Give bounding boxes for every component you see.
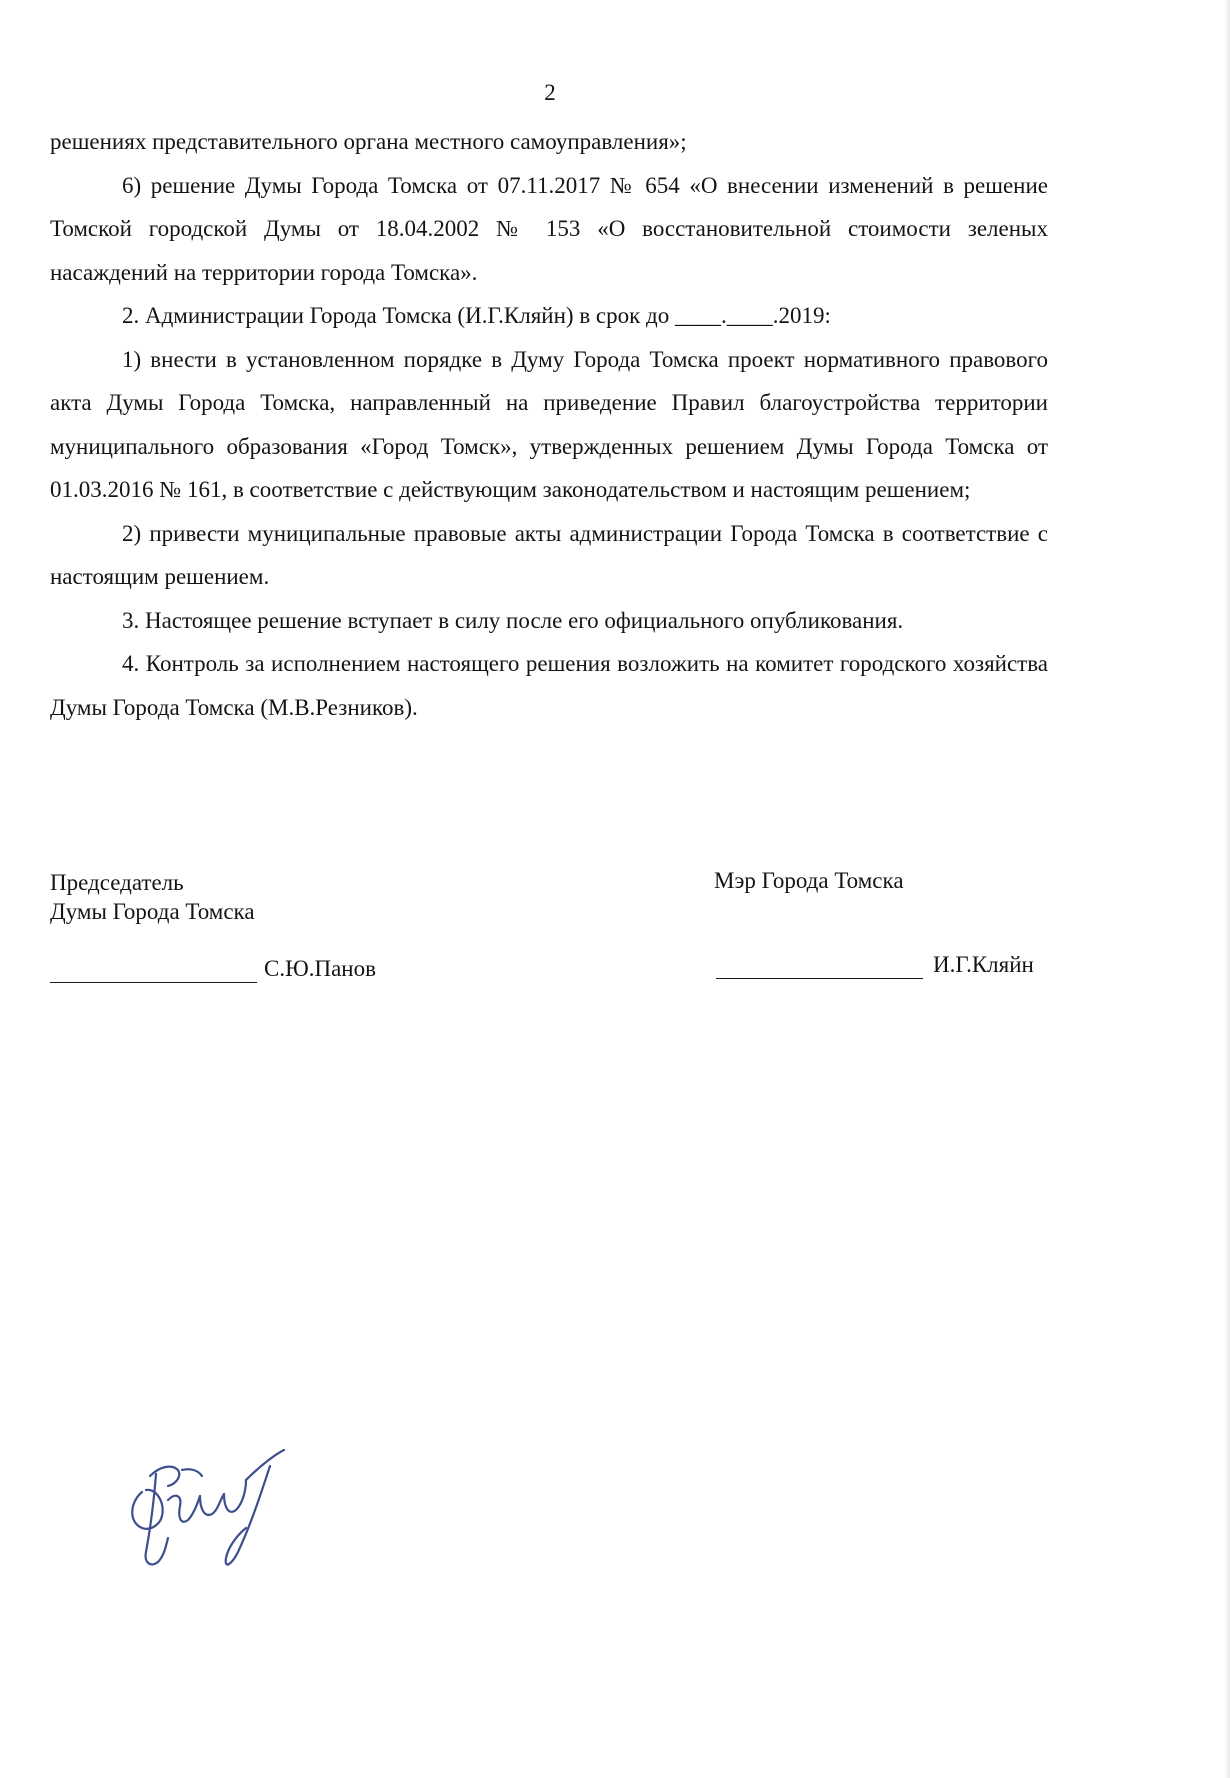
chairman-title-line1: Председатель xyxy=(50,870,184,895)
document-body xyxy=(50,120,1048,729)
page-number: 2 xyxy=(544,80,556,105)
paragraph-subclause-1: 1) внести в установленном порядке в Думу Города Томска проект нормативного правового акта Думы Города Томска, направленный на приведение Правил благоустройства территории муниципального образования «Город Томск», утвержденных решением Думы Города Томска от 01.03.2016 № 161, в соответствие с действующим законодательством и настоящим решением; xyxy=(50,346,1048,502)
paragraph-clause-4: 4. Контроль за исполнением настоящего решения возложить на комитет городского хозяйства Думы Города Томска (М.В.Резников). xyxy=(50,651,1048,720)
paragraph-clause-3: 3. Настоящее решение вступает в силу после его официального опубликования. xyxy=(122,607,904,633)
paragraph-continuation: решениях представительного органа местного самоуправления»; xyxy=(50,129,687,154)
paragraph-clause-2: 2. Администрации Города Томска (И.Г.Кляйн) в срок до ____.____.2019: xyxy=(122,303,831,328)
mayor-name: И.Г.Кляйн xyxy=(933,952,1034,977)
scan-edge xyxy=(1224,0,1230,1778)
chairman-signature-line xyxy=(50,982,257,983)
handwritten-signature xyxy=(120,1430,320,1580)
mayor-title: Мэр Города Томска xyxy=(714,868,904,893)
mayor-signature-line xyxy=(716,978,923,979)
paragraph-item-6: 6) решение Думы Города Томска от 07.11.2017 № 654 «О внесении изменений в решение Томской городской Думы от 18.04.2002 № 153 «О восстановительной стоимости зеленых насаждений на территории города Томска». xyxy=(50,172,1048,285)
chairman-title-line2: Думы Города Томска xyxy=(50,899,255,924)
paragraph-subclause-2: 2) привести муниципальные правовые акты администрации Города Томска в соответствие с настоящим решением. xyxy=(50,520,1048,589)
chairman-name: С.Ю.Панов xyxy=(264,956,376,981)
chairman-title xyxy=(50,868,255,926)
